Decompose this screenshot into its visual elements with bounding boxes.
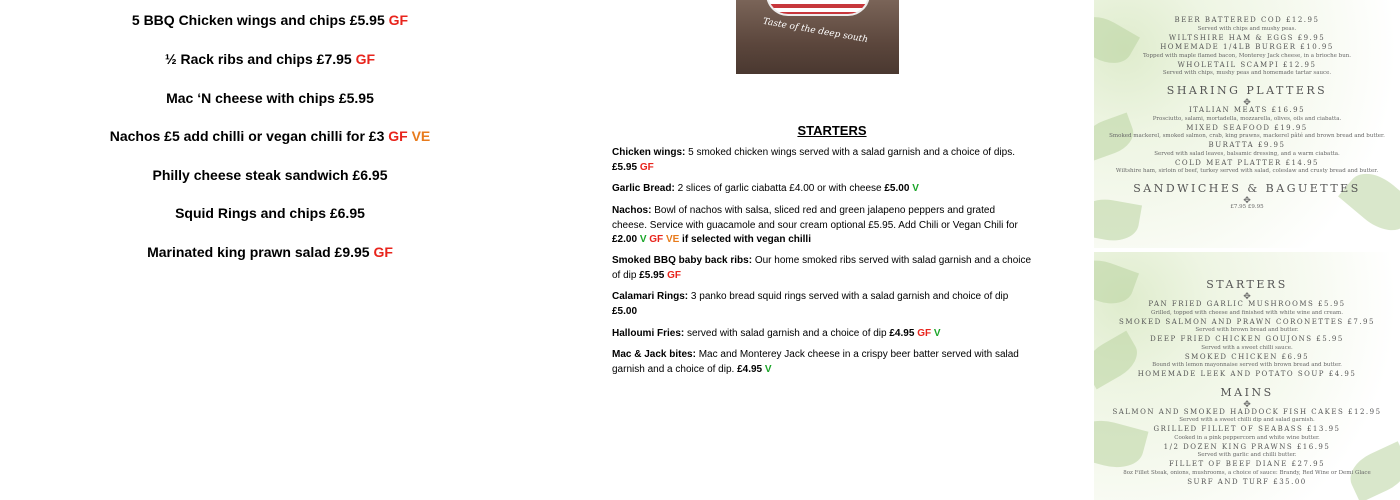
panel-section-heading: SHARING PLATTERS: [1166, 84, 1328, 97]
panel-dish-name: BEER BATTERED COD £12.95: [1174, 16, 1320, 24]
starter-description: 3 panko bread squid rings served with a salad garnish and choice of dip: [688, 291, 1009, 302]
diet-tag-gf: GF: [639, 161, 654, 173]
diet-tag-v: V: [764, 363, 772, 375]
panel-dish-name: WHOLETAIL SCAMPI £12.95: [1177, 60, 1317, 69]
starter-item: [612, 290, 1032, 319]
starter-description: served with salad garnish and a choice of dip: [684, 328, 890, 339]
panel-dish-name: 1/2 DOZEN KING PRAWNS £16.95: [1163, 442, 1331, 451]
menu-item: [60, 205, 480, 221]
starter-label: Garlic Bread:: [612, 183, 675, 194]
panel-dish-description: Smoked mackerel, smoked salmon, crab, king prawns, mackerel pâté and brown bread and butter.: [1109, 133, 1385, 139]
starter-item: [612, 182, 1032, 197]
starter-description: Our home smoked ribs served with salad garnish and a choice of dip: [612, 255, 1032, 281]
panel-dish-description: Served with a sweet chilli sauce.: [1201, 344, 1293, 351]
starter-description: 2 slices of garlic ciabatta £4.00 or with cheese: [674, 183, 885, 194]
panel-dish-description: 8oz Fillet Steak, onions, mushrooms, a choice of sauce: Brandy, Red Wine or Demi Glace: [1123, 469, 1371, 476]
panel-dish-description: Served with chips and mushy peas.: [1197, 25, 1297, 32]
panel-section-heading: STARTERS: [1206, 278, 1288, 291]
logo-stripes: [766, 0, 870, 16]
panel-dish-name: GRILLED FILLET OF SEABASS £13.95: [1153, 425, 1341, 433]
restaurant-logo: [736, 0, 899, 74]
diet-tag-gf: GF: [917, 328, 932, 339]
starter-price: £5.95: [639, 269, 665, 281]
menu-item: [60, 90, 480, 106]
menu-item-name: Nachos £5 add chilli or vegan chilli for £3: [109, 128, 385, 144]
panel-dish-name: HOMEMADE 1/4LB BURGER £10.95: [1160, 43, 1334, 51]
starter-item: [612, 146, 1032, 175]
diet-tag-ve: VE: [411, 128, 431, 144]
starter-price: £4.95: [889, 328, 915, 339]
starter-label: Calamari Rings:: [612, 291, 689, 302]
starter-description: 5 smoked chicken wings served with a salad garnish and a choice of dips.: [685, 147, 1015, 158]
panel-dish-name: PAN FRIED GARLIC MUSHROOMS £5.95: [1148, 300, 1346, 308]
panel-dish-description: Served with salad leaves, balsamic dressing, and a warm ciabatta.: [1154, 150, 1340, 157]
panel-dish-description: Wiltshire ham, sirloin of beef, turkey served with salad, coleslaw and crusty bread and butter.: [1115, 168, 1379, 174]
panel-dish-name: SMOKED SALMON AND PRAWN CORONETTES £7.95: [1119, 317, 1375, 326]
menu-item: [60, 51, 480, 67]
leaf-decoration: [1338, 163, 1400, 242]
menu-item: [60, 244, 480, 260]
panel-dish-description: £7.95 £9.95: [1230, 204, 1264, 210]
starter-description: Bowl of nachos with salsa, sliced red and green jalapeno peppers and grated cheese. Service with guacamole and sour cream optional £5.95. Add Chili or Vegan Chili for: [612, 205, 1018, 231]
menu-item-name: ½ Rack ribs and chips £7.95: [164, 51, 352, 67]
panel-dish-name: WILTSHIRE HAM & EGGS £9.95: [1168, 33, 1326, 42]
panel-dish-name: SALMON AND SMOKED HADDOCK FISH CAKES £12.95: [1112, 407, 1382, 416]
starter-label: Halloumi Fries:: [612, 328, 685, 339]
diet-tag-gf: GF: [388, 12, 409, 28]
panel-dish-name: SMOKED CHICKEN £6.95: [1184, 352, 1310, 361]
diet-tag-gf: GF: [388, 128, 408, 144]
diet-tag-gf: GF: [355, 51, 376, 67]
flourish-icon: ✥: [1243, 398, 1251, 409]
starter-item: [612, 327, 1032, 342]
starters-heading: STARTERS: [797, 123, 867, 138]
diet-tag-gf: GF: [667, 269, 681, 281]
panel-dish-description: Cooked in a pink peppercorn and white wine butter.: [1174, 434, 1320, 441]
diet-tag-v: V: [933, 328, 941, 339]
leaf-decoration: [1094, 195, 1142, 245]
diet-tag-v: V: [639, 234, 647, 245]
panel-section-heading: SANDWICHES & BAGUETTES: [1133, 182, 1361, 195]
starter-description: Mac and Monterey Jack cheese in a crispy beer batter served with salad garnish and a choice of dip.: [612, 349, 1019, 375]
panel-dish-description: Served with garlic and chilli butter.: [1197, 452, 1297, 458]
menu-item: [60, 167, 480, 183]
starter-label: Mac & Jack bites:: [612, 349, 696, 360]
starter-item: [612, 348, 1032, 377]
panel-dish-name: SURF AND TURF £35.00: [1187, 477, 1307, 486]
starter-price: £2.00: [612, 234, 638, 245]
panel-dish-description: Bound with lemon mayonnaise served with brown bread and butter.: [1152, 362, 1342, 368]
panel-dish-name: HOMEMADE LEEK AND POTATO SOUP £4.95: [1137, 370, 1357, 378]
logo-tagline: Taste of the deep south: [761, 16, 869, 46]
starter-price: £5.00: [612, 305, 638, 317]
starter-price: £5.95: [612, 161, 638, 173]
menu-item-name: Marinated king prawn salad £9.95: [147, 244, 370, 260]
panel-dish-description: Served with a sweet chilli dip and salad garnish.: [1179, 417, 1315, 423]
panel-dish-description: Served with chips, mushy peas and homemade tartar sauce.: [1162, 70, 1332, 76]
menu-item-name: Squid Rings and chips £6.95: [175, 205, 365, 221]
starter-label: Smoked BBQ baby back ribs:: [612, 255, 753, 266]
panel-dish-name: MIXED SEAFOOD £19.95: [1186, 123, 1308, 132]
diet-tag-v: V: [912, 183, 919, 194]
panel-dish-name: BURATTA £9.95: [1208, 141, 1286, 149]
diet-tag-ve: VE: [665, 234, 680, 245]
diet-tag-gf: GF: [649, 234, 664, 245]
panel-dish-description: Served with brown bread and butter.: [1195, 327, 1299, 333]
menu-image-top: [1094, 0, 1400, 248]
menu-item: [60, 12, 480, 28]
panel-dish-name: DEEP FRIED CHICKEN GOUJONS £5.95: [1150, 335, 1344, 343]
panel-dish-name: COLD MEAT PLATTER £14.95: [1174, 158, 1320, 167]
panel-dish-name: FILLET OF BEEF DIANE £27.95: [1168, 460, 1326, 468]
starter-label: Nachos:: [612, 205, 652, 216]
menu-item-name: Mac ‘N cheese with chips £5.95: [166, 90, 374, 106]
panel-dish-description: Prosciutto, salami, mortadella, mozzarella, olives, oils and ciabatta.: [1152, 115, 1342, 122]
menu-item-name: 5 BBQ Chicken wings and chips £5.95: [131, 12, 385, 28]
flourish-icon: ✥: [1243, 195, 1251, 205]
starter-price: £5.00: [884, 183, 910, 194]
starter-item: [612, 204, 1032, 248]
flourish-icon: ✥: [1243, 291, 1251, 301]
starter-price: £4.95: [737, 363, 763, 375]
panel-dish-name: ITALIAN MEATS £16.95: [1188, 106, 1306, 114]
menu-item: [60, 128, 480, 144]
menu-image-bottom: [1094, 252, 1400, 500]
flourish-icon: ✥: [1243, 97, 1251, 107]
panel-section-heading: MAINS: [1220, 385, 1274, 399]
starter-item: [612, 254, 1032, 283]
starter-note: if selected with vegan chilli: [679, 234, 811, 245]
menu-item-name: Philly cheese steak sandwich £6.95: [152, 167, 388, 183]
diet-tag-gf: GF: [373, 244, 393, 260]
starter-label: Chicken wings:: [612, 147, 686, 158]
panel-dish-description: Topped with maple flamed bacon, Monterey Jack cheese, in a brioche bun.: [1142, 52, 1352, 59]
panel-dish-description: Grilled, topped with cheese and finished with white wine and cream.: [1150, 309, 1344, 316]
